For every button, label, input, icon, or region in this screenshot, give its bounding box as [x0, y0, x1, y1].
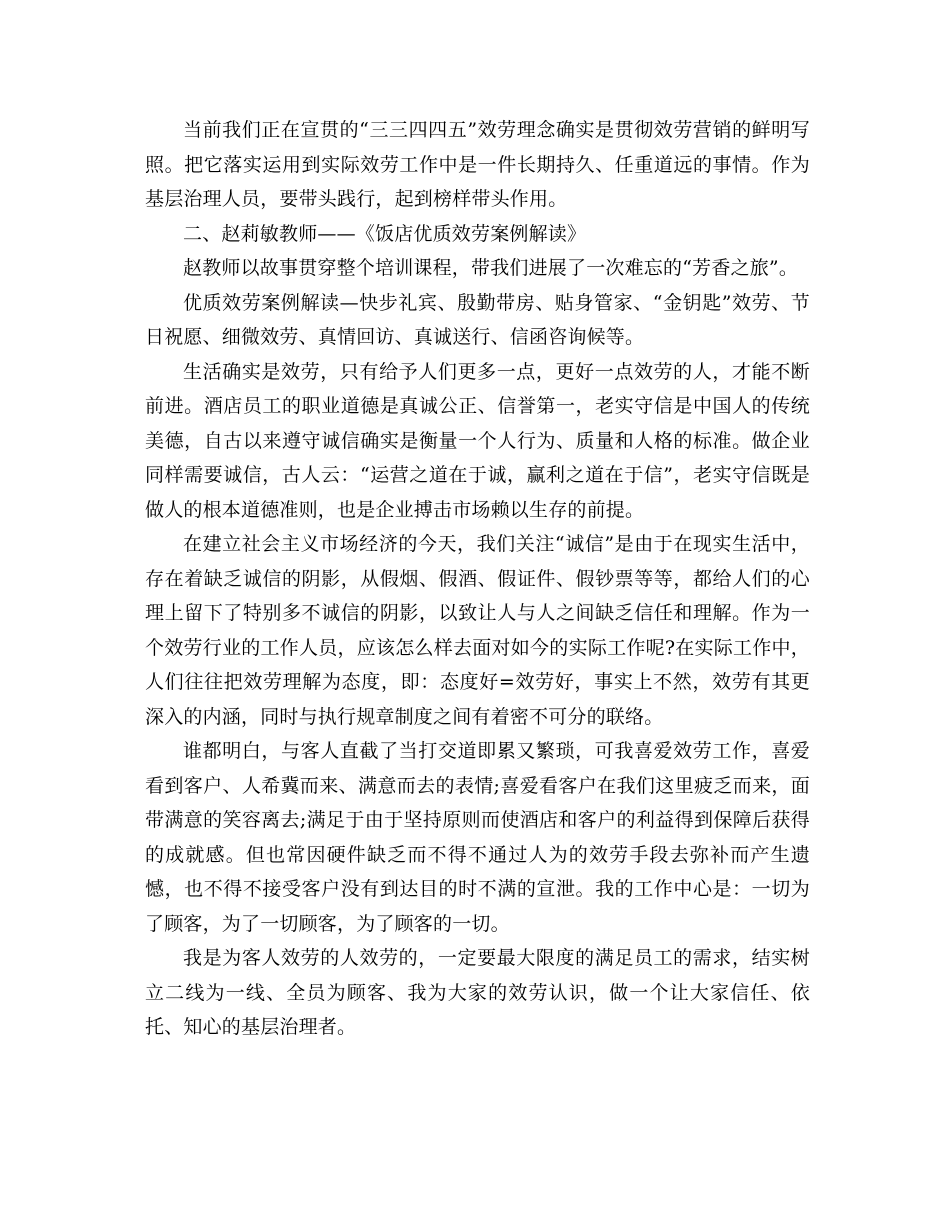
paragraph-case-list: 优质效劳案例解读—快步礼宾、殷勤带房、贴身管家、“金钥匙”效劳、节日祝愿、细微效劳、真情回访、真诚送行、信函咨询候等。 — [145, 291, 810, 348]
paragraph-teacher-intro: 赵教师以故事贯穿整个培训课程，带我们进展了一次难忘的“芳香之旅”。 — [183, 257, 799, 279]
section-heading-case-study: 二、赵莉敏教师——《饭店优质效劳案例解读》 — [183, 222, 587, 245]
document-body — [145, 113, 810, 1045]
paragraph-customer-service: 谁都明白，与客人直截了当打交道即累又繁琐，可我喜爱效劳工作，喜爱看到客户、人希冀而来、满意而去的表情;喜爱看客户在我们这里疲乏而来，面带满意的笑容离去;满足于由于坚持原则而使酒店和客户的利益得到保障后获得的成就感。但也常因硬件缺乏而不得不通过人为的效劳手段去弥补而产生遗憾，也不得不接受客户没有到达目的时不满的宣泄。我的工作中心是：一切为了顾客，为了一切顾客，为了顾客的一切。 — [145, 740, 810, 935]
paragraph-service-philosophy: 当前我们正在宣贯的“三三四四五”效劳理念确实是贯彻效劳营销的鲜明写照。把它落实运用到实际效劳工作中是一件长期持久、任重道远的事情。作为基层治理人员，要带头践行，起到榜样带头作用。 — [145, 119, 810, 210]
paragraph-integrity: 生活确实是效劳，只有给予人们更多一点，更好一点效劳的人，才能不断前进。酒店员工的职业道德是真诚公正、信誉第一，老实守信是中国人的传统美德，自古以来遵守诚信确实是衡量一个人行为、质量和人格的标准。做企业同样需要诚信，古人云：“运营之道在于诚，赢利之道在于信”，老实守信既是做人的根本道德准则，也是企业搏击市场赖以生存的前提。 — [145, 360, 810, 521]
paragraph-market-economy: 在建立社会主义市场经济的今天，我们关注“诚信”是由于在现实生活中，存在着缺乏诚信的阴影，从假烟、假酒、假证件、假钞票等等，都给人们的心理上留下了特别多不诚信的阴影，以致让人与人之间缺乏信任和理解。作为一个效劳行业的工作人员，应该怎么样去面对如今的实际工作呢?在实际工作中，人们往往把效劳理解为态度，即：态度好=效劳好，事实上不然，效劳有其更深入的内涵，同时与执行规章制度之间有着密不可分的联络。 — [145, 533, 810, 728]
paragraph-conclusion: 我是为客人效劳的人效劳的，一定要最大限度的满足员工的需求，结实树立二线为一线、全员为顾客、我为大家的效劳认识，做一个让大家信任、依托、知心的基层治理者。 — [145, 947, 810, 1038]
